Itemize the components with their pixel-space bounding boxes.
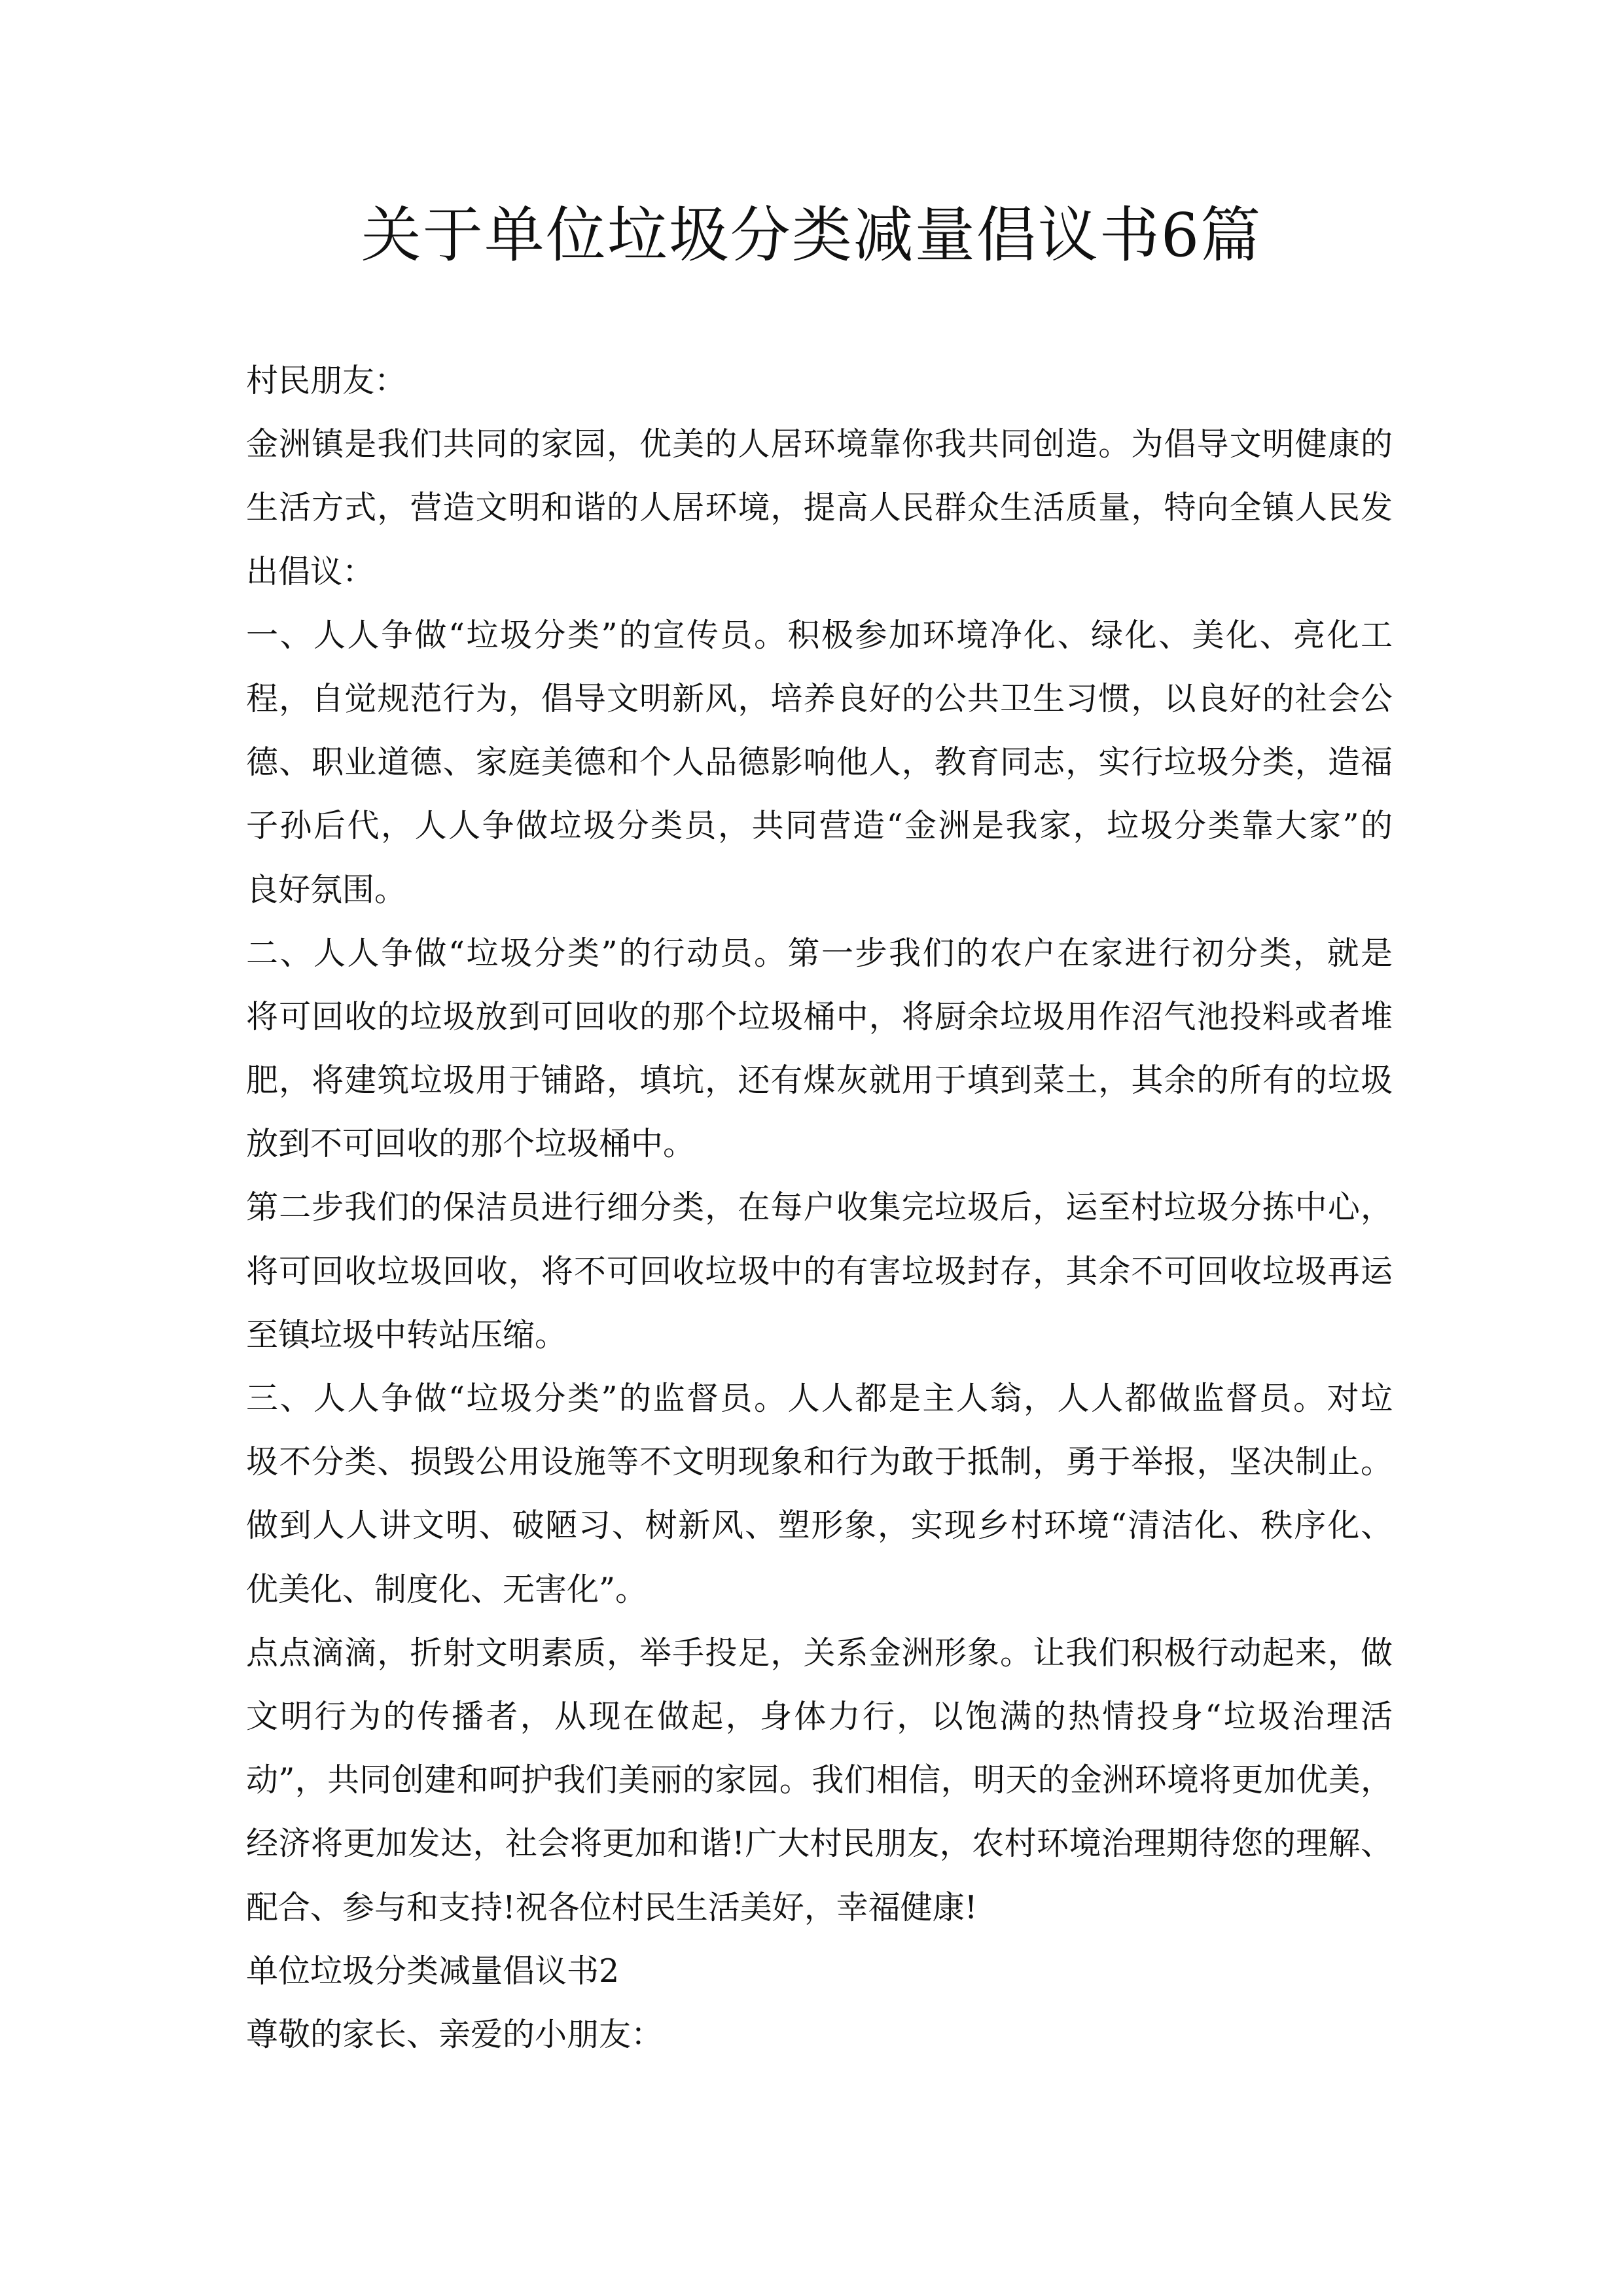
paragraph xyxy=(246,1175,1393,1367)
text-line: 子孙后代，人人争做垃圾分类员，共同营造“金洲是我家，垃圾分类靠大家”的 xyxy=(246,807,1393,845)
document-body xyxy=(246,349,1393,2066)
text-line: 德、职业道德、家庭美德和个人品德影响他人，教育同志，实行垃圾分类，造福 xyxy=(246,744,1393,781)
text-line: 将可回收的垃圾放到可回收的那个垃圾桶中，将厨余垃圾用作沼气池投料或者堆 xyxy=(246,997,1393,1035)
text-line: 动”，共同创建和呵护我们美丽的家园。我们相信，明天的金洲环境将更加优美， xyxy=(246,1761,1393,1799)
text-line: 配合、参与和支持!祝各位村民生活美好，幸福健康! xyxy=(246,1888,978,1926)
paragraph xyxy=(246,922,1393,1176)
text-line: 点点滴滴，折射文明素质，举手投足，关系金洲形象。让我们积极行动起来，做 xyxy=(246,1634,1393,1672)
paragraph xyxy=(246,1621,1393,1939)
text-line: 至镇垃圾中转站压缩。 xyxy=(246,1316,567,1354)
text-line: 肥，将建筑垃圾用于铺路，填坑，还有煤灰就用于填到菜土，其余的所有的垃圾 xyxy=(246,1062,1393,1100)
text-line: 做到人人讲文明、破陋习、树新风、塑形象，实现乡村环境“清洁化、秩序化、 xyxy=(246,1507,1393,1545)
text-line: 圾不分类、损毁公用设施等不文明现象和行为敢于抵制，勇于举报，坚决制止。 xyxy=(246,1443,1393,1481)
text-line: 良好氛围。 xyxy=(246,870,407,908)
text-line: 金洲镇是我们共同的家园，优美的人居环境靠你我共同创造。为倡导文明健康的 xyxy=(246,425,1393,463)
paragraph xyxy=(246,603,1393,922)
text-line: 第二步我们的保洁员进行细分类，在每户收集完垃圾后，运至村垃圾分拣中心， xyxy=(246,1189,1393,1227)
text-line: 文明行为的传播者，从现在做起，身体力行，以饱满的热情投身“垃圾治理活 xyxy=(246,1697,1393,1735)
text-line: 程，自觉规范行为，倡导文明新风，培养良好的公共卫生习惯，以良好的社会公 xyxy=(246,679,1393,717)
text-line: 一、人人争做“垃圾分类”的宣传员。积极参加环境净化、绿化、美化、亮化工 xyxy=(246,616,1393,654)
paragraph xyxy=(246,412,1393,603)
paragraph xyxy=(246,1939,1393,2003)
text-line: 优美化、制度化、无害化”。 xyxy=(246,1570,648,1608)
document-title: 关于单位垃圾分类减量倡议书6篇 xyxy=(361,200,1262,270)
text-line: 将可回收垃圾回收，将不可回收垃圾中的有害垃圾封存，其余不可回收垃圾再运 xyxy=(246,1252,1393,1290)
text-line: 三、人人争做“垃圾分类”的监督员。人人都是主人翁，人人都做监督员。对垃 xyxy=(246,1380,1393,1417)
text-line: 二、人人争做“垃圾分类”的行动员。第一步我们的农户在家进行初分类，就是 xyxy=(246,934,1393,972)
text-line: 出倡议： xyxy=(246,552,375,590)
paragraph xyxy=(246,349,1393,412)
text-line: 单位垃圾分类减量倡议书2 xyxy=(246,1952,620,1990)
text-line: 放到不可回收的那个垃圾桶中。 xyxy=(246,1125,696,1163)
text-line: 村民朋友： xyxy=(246,362,407,399)
text-line: 经济将更加发达，社会将更加和谐!广大村民朋友，农村环境治理期待您的理解、 xyxy=(246,1825,1393,1863)
text-line: 尊敬的家长、亲爱的小朋友： xyxy=(246,2015,664,2053)
text-line: 生活方式，营造文明和谐的人居环境，提高人民群众生活质量，特向全镇人民发 xyxy=(246,489,1393,527)
paragraph xyxy=(246,2003,1393,2066)
paragraph xyxy=(246,1367,1393,1621)
